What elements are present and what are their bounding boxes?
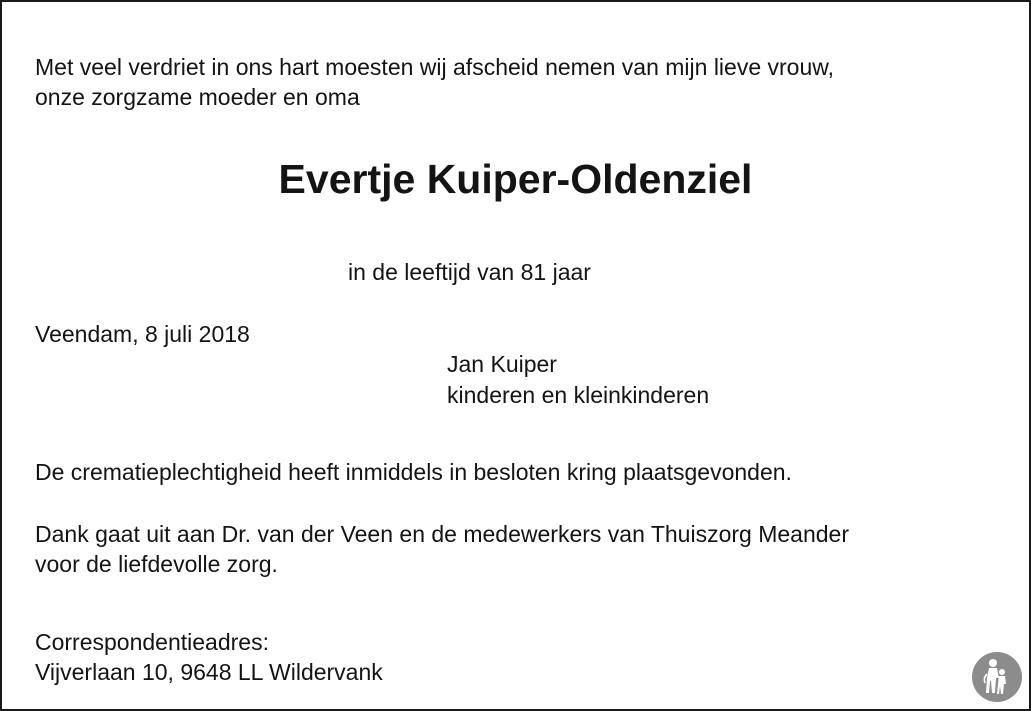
intro-line-2: onze zorgzame moeder en oma: [35, 84, 360, 110]
family-line-2: kinderen en kleinkinderen: [447, 382, 710, 408]
age-line: in de leeftijd van 81 jaar: [348, 259, 591, 285]
ceremony-text: De crematieplechtigheid heeft inmiddels in besloten kring plaatsgevonden.: [35, 459, 792, 485]
place-date: Veendam, 8 juli 2018: [35, 321, 250, 347]
family-line-1: Jan Kuiper: [447, 351, 557, 377]
correspondence-label: Correspondentieadres:: [35, 629, 269, 655]
thanks-line-2: voor de liefdevolle zorg.: [35, 551, 278, 577]
deceased-name: Evertje Kuiper-Oldenziel: [278, 156, 753, 202]
intro-line-1: Met veel verdriet in ons hart moesten wij afscheid nemen van mijn lieve vrouw,: [35, 54, 834, 80]
correspondence-address: Vijverlaan 10, 9648 LL Wildervank: [35, 659, 383, 685]
thanks-line-1: Dank gaat uit aan Dr. van der Veen en de medewerkers van Thuiszorg Meander: [35, 521, 849, 547]
memorial-figures-icon[interactable]: [972, 652, 1022, 702]
